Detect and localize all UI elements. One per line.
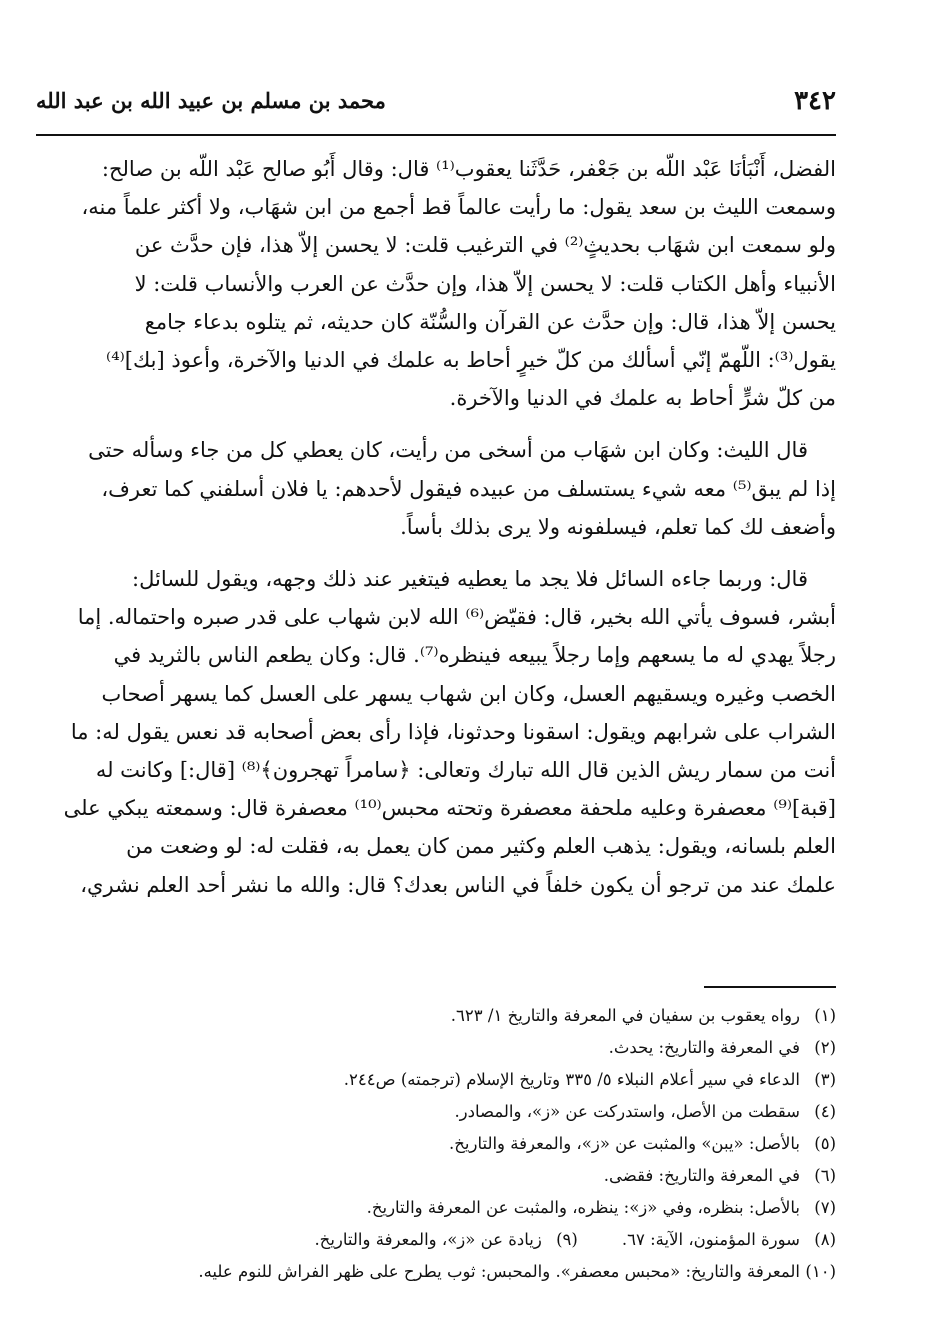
footnote-text: في المعرفة والتاريخ: يحدث. — [608, 1038, 800, 1057]
paragraph — [36, 431, 836, 546]
footnote-text: بالأصل: «يبن» والمثبت عن «ز»، والمعرفة والتاريخ. — [448, 1134, 800, 1153]
footnotes — [150, 1000, 836, 1288]
text-line: إذا لم يبق⁽⁵⁾ معه شيء يستسلف من عبيده فيقول لأحدهم: يا فلان أسلفني كما تعرف، — [101, 476, 836, 501]
footnote-number: (٩) — [556, 1230, 578, 1249]
text-line: علمك عند من ترجو أن يكون خلفاً في الناس بعدك؟ قال: والله ما نشر أحد العلم نشري، — [80, 872, 836, 897]
footnote-text: زيادة عن «ز»، والمعرفة والتاريخ. — [314, 1230, 542, 1249]
paragraph — [36, 150, 836, 417]
text-line: وأضعف لك كما تعلم، فيسلفونه ولا يرى بذلك بأساً. — [400, 514, 836, 539]
footnote — [622, 1224, 836, 1256]
footnote-number: (٢) — [814, 1038, 836, 1057]
footnote — [150, 1128, 836, 1160]
footnote-text: سورة المؤمنون، الآية: ٦٧. — [621, 1230, 800, 1249]
footnote-number: (٣) — [814, 1070, 836, 1089]
main-text — [36, 150, 836, 904]
footnote-number: (٧) — [814, 1198, 836, 1217]
text-line: الأنبياء وأهل الكتاب قلت: لا يحسن إلاّ هذا، وإن حدَّث عن العرب والأنساب قلت: لا — [134, 271, 836, 296]
footnote-text: المعرفة والتاريخ: «محبس معصفر». والمحبس: ثوب يطرح على ظهر الفراش للنوم عليه. — [198, 1262, 800, 1281]
footnote-text: بالأصل: بنظره، وفي «ز»: ينظره، والمثبت عن المعرفة والتاريخ. — [366, 1198, 800, 1217]
footnote — [150, 1064, 836, 1096]
text-line: يحسن إلاّ هذا، قال: وإن حدَّث عن القرآن والسُّنّة كان حديثه، ثم يتلوه بدعاء جامع — [144, 309, 836, 334]
footnote-pair — [150, 1224, 836, 1256]
text-line: قال الليث: وكان ابن شهَاب من أسخى من رأيت، كان يعطي كل من جاء وسأله حتى — [88, 438, 808, 463]
text-line: الشراب على شرابهم ويقول: اسقونا وحدثونا، فإذا رأى بعض أصحابه قد نعس يقول له: ما — [70, 719, 836, 744]
footnote-text: رواه يعقوب بن سفيان في المعرفة والتاريخ ١/ ٦٢٣. — [450, 1006, 800, 1025]
text-line: العلم بلسانه، ويقول: يذهب العلم وكثير ممن كان يعمل به، فقلت له: لو وضعت من — [126, 834, 836, 859]
text-line: رجلاً يهدي له ما يسعهم وإما رجلاً يبيعه فينظره⁽⁷⁾. قال: وكان يطعم الناس بالثريد في — [113, 643, 836, 668]
footnote-text: في المعرفة والتاريخ: فقضى. — [603, 1166, 800, 1185]
footnote-number: (٦) — [814, 1166, 836, 1185]
text-line: من كلّ شرٍّ أحاط به علمك في الدنيا والآخرة. — [449, 386, 836, 411]
footnote — [314, 1224, 577, 1256]
footnote-number: (٨) — [814, 1230, 836, 1249]
footnote-text: الدعاء في سير أعلام النبلاء ٥/ ٣٣٥ وتاريخ الإسلام (ترجمته) ص٢٤٤. — [343, 1070, 800, 1089]
footnote — [150, 1096, 836, 1128]
header-rule — [36, 134, 836, 136]
text-line: وسمعت الليث بن سعد يقول: ما رأيت عالماً قط أجمع من ابن شهَاب، ولا أكثر علماً منه، — [81, 195, 836, 220]
text-line: قال: وربما جاءه السائل فلا يجد ما يعطيه فيتغير عند ذلك وجهه، ويقول للسائل: — [132, 567, 808, 592]
footnote — [150, 1256, 836, 1288]
footnote — [150, 1032, 836, 1064]
text-line: الفضل، أَنْبَأنَا عَبْد اللّه بن جَعْفر، حَدَّثَنا يعقوب⁽¹⁾ قال: وقال أَبُو صالح عَبْد اللّه بن صالح: — [101, 157, 836, 181]
running-title: محمد بن مسلم بن عبيد الله بن عبد الله — [36, 88, 386, 113]
page-header — [36, 80, 836, 128]
footnote-number: (٥) — [814, 1134, 836, 1153]
text-line: ولو سمعت ابن شهَاب بحديثٍ⁽²⁾ في الترغيب قلت: لا يحسن إلاّ هذا، فإن حدَّث عن — [134, 233, 836, 258]
page-number: ٣٤٢ — [794, 86, 836, 116]
text-line: الخصب وغيره ويسقيهم العسل، وكان ابن شهاب يسهر على العسل كما يسهر أصحاب — [101, 681, 836, 706]
footnote-number: (١٠) — [805, 1262, 836, 1281]
text-line: أنت من سمار ريش الذين قال الله تبارك وتعالى: ﴿سامراً تهجرون﴾⁽⁸⁾ [قال:] وكانت له — [95, 758, 836, 783]
text-line: يقول⁽³⁾: اللّهمّ إنّي أسألك من كلّ خيرٍ أحاط به علمك في الدنيا والآخرة، وأعوذ [بك]⁽⁴⁾ — [106, 348, 836, 373]
text-line: [قبة]⁽⁹⁾ معصفرة وعليه ملحفة معصفرة وتحته محبس⁽¹⁰⁾ معصفرة قال: وسمعته يبكي على — [63, 796, 836, 821]
footnote-number: (١) — [814, 1006, 836, 1025]
footnote-separator — [704, 986, 836, 988]
footnote-text: سقطت من الأصل، واستدركت عن «ز»، والمصادر. — [454, 1102, 800, 1121]
text-line: أبشر، فسوف يأتي الله بخير، قال: فقيّض⁽⁶⁾ الله لابن شهاب على قدر صبره واحتماله. إما — [77, 605, 836, 630]
footnote-number: (٤) — [814, 1102, 836, 1121]
footnote — [150, 1160, 836, 1192]
footnote — [150, 1000, 836, 1032]
paragraph — [36, 560, 836, 904]
footnote — [150, 1192, 836, 1224]
